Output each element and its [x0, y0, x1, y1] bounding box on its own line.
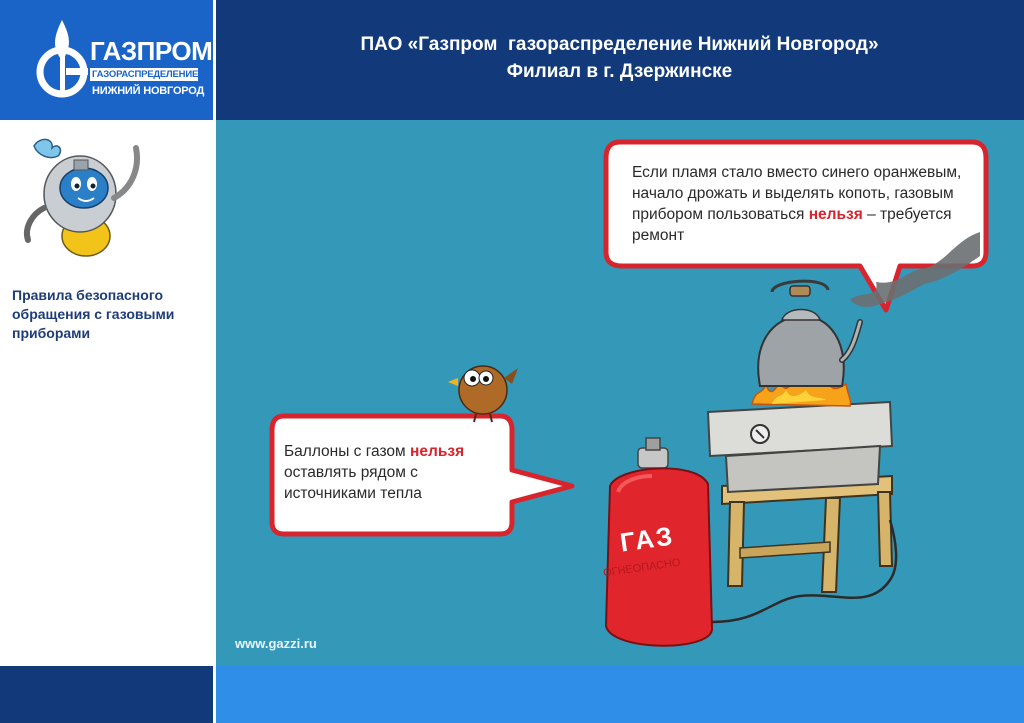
header-branch-name: Филиал в г. Дзержинске — [506, 61, 733, 82]
logo-wordmark: ГАЗПРОМ — [90, 36, 213, 66]
wooden-stool-icon — [722, 476, 892, 592]
cylinder-warning-forbidden-word: нельзя — [410, 443, 465, 460]
flame-warning-text-end: – требуется ремонт — [632, 206, 952, 244]
flame-warning-text — [632, 162, 977, 246]
website-link[interactable]: www.gazzi.ru — [235, 636, 317, 651]
flame-warning-forbidden-word: нельзя — [808, 206, 863, 223]
cylinder-warning-text — [284, 441, 504, 504]
logo-subtitle-2: НИЖНИЙ НОВГОРОД — [92, 85, 205, 97]
sidebar-title: Правила безопасного обращения с газовыми приборами — [12, 287, 175, 341]
cylinder-warning-text-end: оставлять рядом с источниками тепла — [284, 464, 422, 502]
cylinder-label: ГАЗ — [618, 520, 676, 558]
cylinder-warning-text-start: Баллоны с газом — [284, 443, 411, 460]
logo-subtitle-1: ГАЗОРАСПРЕДЕЛЕНИЕ — [92, 69, 199, 80]
header-company-name: ПАО «Газпром газораспределение Нижний Новгород» — [360, 34, 879, 55]
bottom-bar — [216, 666, 1024, 723]
gas-stove-icon — [708, 402, 892, 492]
cylinder-sublabel: ОГНЕОПАСНО — [602, 556, 682, 580]
flame-warning-text-start: Если пламя стало вместо синего оранжевым, начало дрожать и выделять копоть, газовым прибором пользоваться — [632, 164, 962, 223]
kettle-icon — [758, 281, 860, 386]
